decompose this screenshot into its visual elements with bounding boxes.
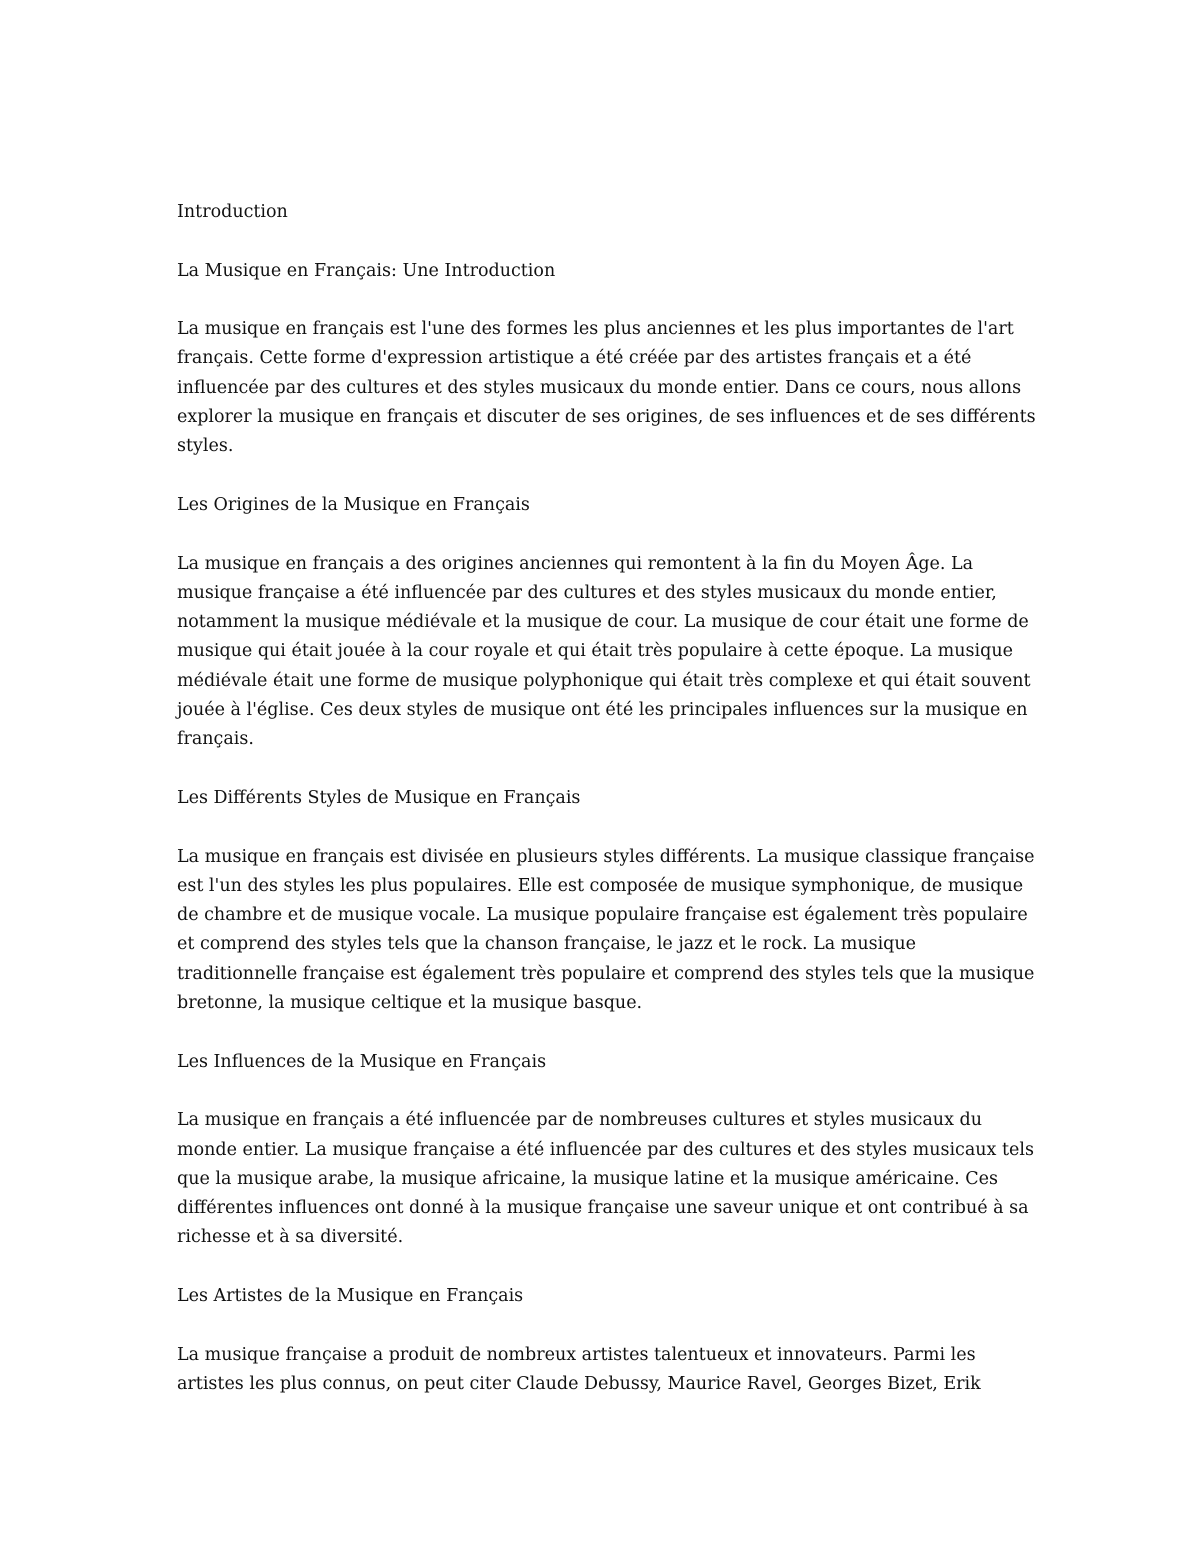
section-body-influences: La musique en français a été influencée par de nombreuses cultures et styles musicaux du monde entier. La musique française a été influencée par des cultures et des styles musicaux tels que la musique arabe, la musique africaine, la musique latine et la musique américaine. Ces différentes influences ont donné à la musique française une saveur unique et ont contribué à sa richesse et à sa diversité. [177, 1110, 1034, 1248]
section-body-artistes: La musique française a produit de nombreux artistes talentueux et innovateurs. Parmi les artistes les plus connus, on peut citer Claude Debussy, Maurice Ravel, Georges Bizet, Erik [177, 1344, 981, 1394]
section-heading-styles: Les Différents Styles de Musique en Français [177, 787, 581, 808]
intro-paragraph: La musique en français est l'une des formes les plus anciennes et les plus importantes de l'art français. Cette forme d'expression artistique a été créée par des artistes français et a été influencée par des cultures et des styles musicaux du monde entier. Dans ce cours, nous allons explorer la musique en français et discuter de ses origines, de ses influences et de ses différents styles. [177, 319, 1036, 457]
section-heading-artistes: Les Artistes de la Musique en Français [177, 1285, 524, 1306]
section-heading-origines: Les Origines de la Musique en Français [177, 494, 530, 515]
section-heading-influences: Les Influences de la Musique en Français [177, 1051, 547, 1072]
section-body-styles: La musique en français est divisée en plusieurs styles différents. La musique classique française est l'un des styles les plus populaires. Elle est composée de musique symphonique, de musique de chambre et de musique vocale. La musique populaire française est également très populaire et comprend des styles tels que la chanson française, le jazz et le rock. La musique traditionnelle française est également très populaire et comprend des styles tels que la musique bretonne, la musique celtique et la musique basque. [177, 846, 1035, 1014]
section-body-origines: La musique en français a des origines anciennes qui remontent à la fin du Moyen Âge. La musique française a été influencée par des cultures et des styles musicaux du monde entier, notamment la musique médiévale et la musique de cour. La musique de cour était une forme de musique qui était jouée à la cour royale et qui était très populaire à cette époque. La musique médiévale était une forme de musique polyphonique qui était très complexe et qui était souvent jouée à l'église. Ces deux styles de musique ont été les principales influences sur la musique en français. [177, 553, 1031, 750]
document-title: Introduction [177, 202, 288, 222]
document-body [177, 198, 1037, 1399]
document-subtitle: La Musique en Français: Une Introduction [177, 260, 556, 281]
